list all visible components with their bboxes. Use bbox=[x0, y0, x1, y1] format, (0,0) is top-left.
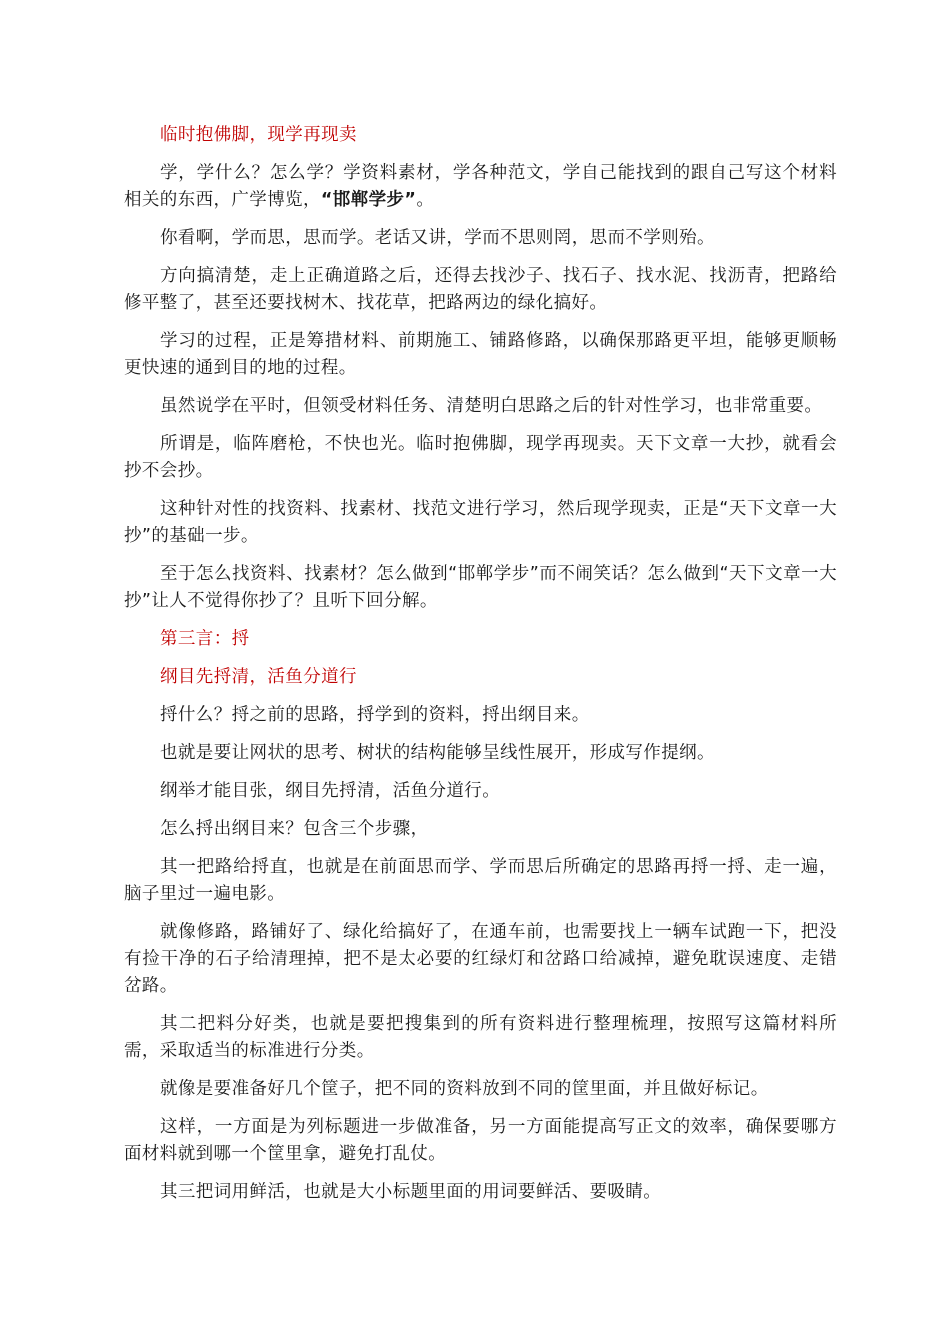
paragraph: 捋什么？捋之前的思路，捋学到的资料，捋出纲目来。 bbox=[160, 705, 590, 725]
paragraph: 你看啊，学而思，思而学。老话又讲，学而不思则罔，思而不学则殆。 bbox=[160, 228, 715, 248]
paragraph: 学习的过程，正是筹措材料、前期施工、铺路修路，以确保那路更平坦，能够更顺畅更快速的通到目的地的过程。 bbox=[124, 331, 837, 378]
chapter-heading: 第三言：捋 bbox=[160, 629, 250, 649]
paragraph: 这种针对性的找资料、找素材、找范文进行学习，然后现学现卖，正是“天下文章一大抄”的基础一步。 bbox=[124, 499, 837, 546]
paragraph: 怎么捋出纲目来？包含三个步骤， bbox=[160, 819, 429, 839]
paragraph: 其三把词用鲜活，也就是大小标题里面的用词要鲜活、要吸睛。 bbox=[160, 1182, 662, 1202]
paragraph: 也就是要让网状的思考、树状的结构能够呈线性展开，形成写作提纲。 bbox=[160, 743, 715, 763]
paragraph: 至于怎么找资料、找素材？怎么做到“邯郸学步”而不闹笑话？怎么做到“天下文章一大抄”让人不觉得你抄了？且听下回分解。 bbox=[124, 564, 837, 611]
paragraph: 虽然说学在平时，但领受材料任务、清楚明白思路之后的针对性学习，也非常重要。 bbox=[160, 396, 823, 416]
bold-quote: “邯郸学步” bbox=[320, 190, 417, 210]
paragraph: 学，学什么？怎么学？学资料素材，学各种范文，学自己能找到的跟自己写这个材料相关的东西，广学博览，“邯郸学步”。 bbox=[124, 163, 837, 210]
paragraph: 这样，一方面是为列标题进一步做准备，另一方面能提高写正文的效率，确保要哪方面材料就到哪一个筐里拿，避免打乱仗。 bbox=[124, 1117, 837, 1164]
paragraph: 就像修路，路铺好了、绿化给搞好了，在通车前，也需要找上一辆车试跑一下，把没有捡干净的石子给清理掉，把不是太必要的红绿灯和岔路口给减掉，避免耽误速度、走错岔路。 bbox=[124, 922, 837, 996]
paragraph: 其二把料分好类，也就是要把搜集到的所有资料进行整理梳理，按照写这篇材料所需，采取适当的标准进行分类。 bbox=[124, 1014, 837, 1061]
paragraph: 纲举才能目张，纲目先捋清，活鱼分道行。 bbox=[160, 781, 501, 801]
paragraph: 所谓是，临阵磨枪，不快也光。临时抱佛脚，现学再现卖。天下文章一大抄，就看会抄不会抄。 bbox=[124, 434, 837, 481]
paragraph: 就像是要准备好几个筐子，把不同的资料放到不同的筐里面，并且做好标记。 bbox=[160, 1079, 769, 1099]
paragraph: 方向搞清楚，走上正确道路之后，还得去找沙子、找石子、找水泥、找沥青，把路给修平整了，甚至还要找树木、找花草，把路两边的绿化搞好。 bbox=[124, 266, 837, 313]
document-page bbox=[124, 122, 837, 1217]
section-heading: 纲目先捋清，活鱼分道行 bbox=[160, 667, 357, 687]
paragraph: 其一把路给捋直，也就是在前面思而学、学而思后所确定的思路再捋一捋、走一遍，脑子里过一遍电影。 bbox=[124, 857, 837, 904]
section-heading: 临时抱佛脚，现学再现卖 bbox=[160, 125, 357, 145]
